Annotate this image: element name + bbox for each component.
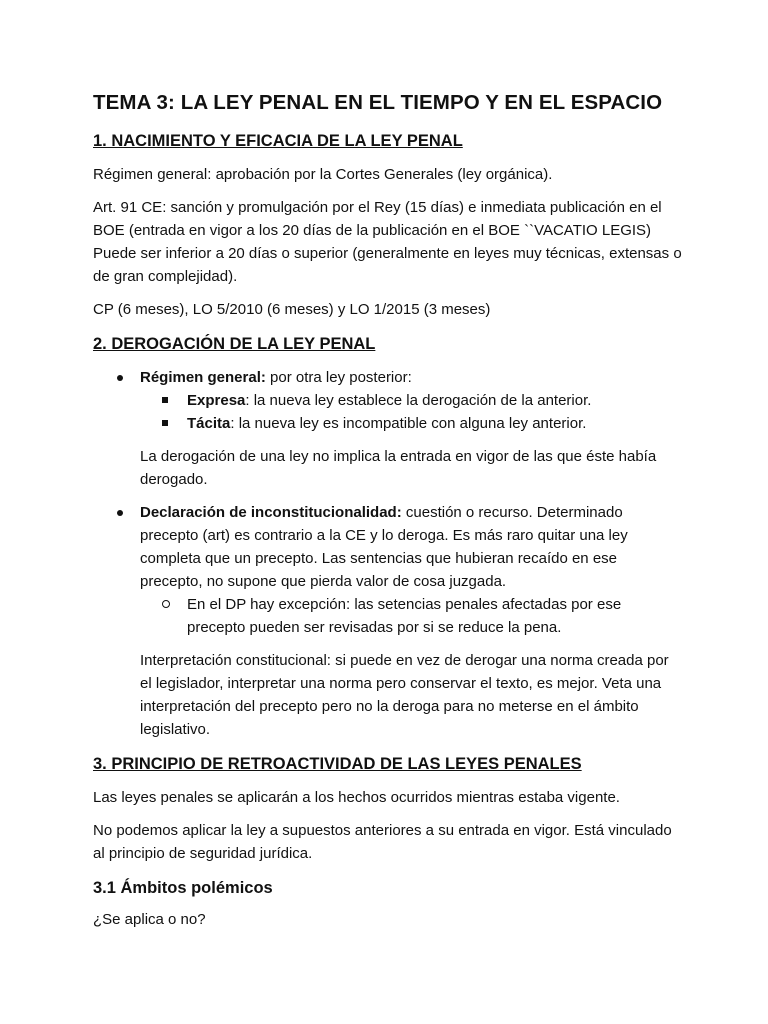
section-3-paragraph-1: Las leyes penales se aplicarán a los hechos ocurridos mientras estaba vigente. xyxy=(93,789,620,806)
section-2-bullet-list-2 xyxy=(93,501,683,639)
circle-bullet-icon xyxy=(162,600,170,608)
section-1-paragraph-3: CP (6 meses), LO 5/2010 (6 meses) y LO 1/2015 (3 meses) xyxy=(93,301,491,318)
section-1-paragraph-1: Régimen general: aprobación por la Cortes Generales (ley orgánica). xyxy=(93,166,553,183)
derogacion-note: La derogación de una ley no implica la entrada en vigor de las que éste había derogado. xyxy=(140,448,657,488)
sub-bullet-excepcion xyxy=(140,593,683,639)
bullet-dot-icon xyxy=(117,375,123,381)
document-content xyxy=(93,86,683,941)
sub-bullet-text: En el DP hay excepción: las setencias penales afectadas por ese precepto pueden ser revisadas por si se reduce la pena. xyxy=(187,596,622,636)
sub-bullet-list xyxy=(140,593,683,639)
section-1-paragraph-2: Art. 91 CE: sanción y promulgación por el Rey (15 días) e inmediata publicación en el BOE (entrada en vigor a los 20 días de la publicación en el BOE ``VACATIO LEGIS) Puede ser inferior a 20 días o superior (generalmente en leyes muy técnicas, extensas o de gran complejidad). xyxy=(93,199,682,285)
sub-bullet-term: Tácita xyxy=(187,415,231,432)
bullet-term: Régimen general: xyxy=(140,369,266,386)
section-3-1-paragraph: ¿Se aplica o no? xyxy=(93,911,206,928)
section-2-bullet-list xyxy=(93,366,683,435)
bullet-dot-icon xyxy=(117,510,123,516)
section-3-1-heading: 3.1 Ámbitos polémicos xyxy=(93,879,273,897)
square-bullet-icon xyxy=(162,397,168,403)
section-1-heading: 1. NACIMIENTO Y EFICACIA DE LA LEY PENAL xyxy=(93,132,463,150)
interpretacion-note: Interpretación constitucional: si puede en vez de derogar una norma creada por el legislador, interpretar una norma pero conservar el texto, es mejor. Veta una interpretación del precepto pero no la deroga para no meterse en el ámbito legislativo. xyxy=(140,652,669,738)
section-3-paragraph-2: No podemos aplicar la ley a supuestos anteriores a su entrada en vigor. Está vinculado al principio de seguridad jurídica. xyxy=(93,822,672,862)
square-bullet-icon xyxy=(162,420,168,426)
section-3-heading: 3. PRINCIPIO DE RETROACTIVIDAD DE LAS LEYES PENALES xyxy=(93,755,582,773)
bullet-text: cuestión o recurso. Determinado precepto (art) es contrario a la CE y lo deroga. Es más raro quitar una ley completa que un precepto. Las sentencias que hubieran recaído en ese precepto, no supone que pierda valor de cosa juzgada. xyxy=(140,504,628,590)
sub-bullet-expresa xyxy=(140,389,683,412)
bullet-declaracion-inconstitucionalidad xyxy=(93,501,683,639)
bullet-text: por otra ley posterior: xyxy=(265,369,412,386)
sub-bullet-term: Expresa xyxy=(187,392,246,409)
document-title: TEMA 3: LA LEY PENAL EN EL TIEMPO Y EN EL ESPACIO xyxy=(93,91,663,114)
sub-bullet-text: : la nueva ley establece la derogación de la anterior. xyxy=(245,392,592,409)
sub-bullet-list xyxy=(140,389,683,435)
sub-bullet-text: : la nueva ley es incompatible con alguna ley anterior. xyxy=(230,415,587,432)
sub-bullet-tacita xyxy=(140,412,683,435)
section-2-heading: 2. DEROGACIÓN DE LA LEY PENAL xyxy=(93,335,376,353)
bullet-regimen-general xyxy=(93,366,683,435)
bullet-term: Declaración de inconstitucionalidad: xyxy=(140,504,402,521)
